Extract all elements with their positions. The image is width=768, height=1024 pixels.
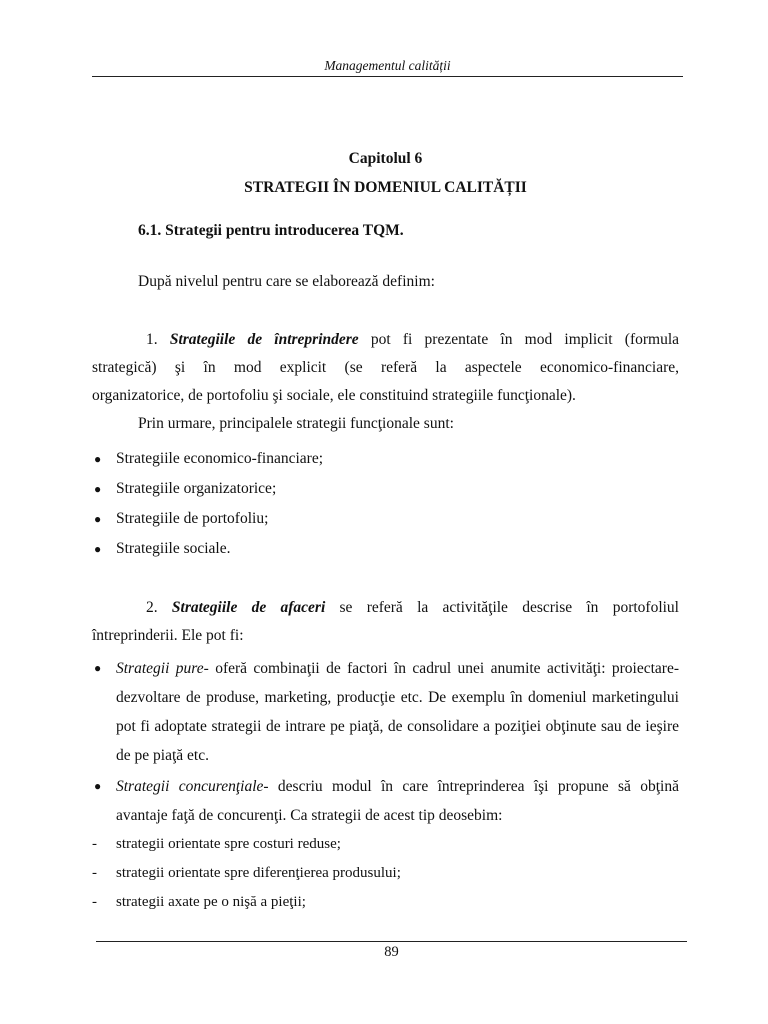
term-competitive-strategies: Strategii concurenţiale- <box>116 778 269 795</box>
list-item: ● Strategiile organizatorice; <box>92 474 679 504</box>
dash-marker: - <box>92 865 97 881</box>
bullet-icon: ● <box>94 661 102 675</box>
running-header: Managementul calității <box>324 58 451 73</box>
functional-strategies-list <box>92 444 679 564</box>
paragraph-enterprise-strategies <box>92 326 679 438</box>
paragraph-functional-intro: Prin urmare, principalele strategii funcţionale sunt: <box>138 415 454 432</box>
paragraph-line: întreprinderii. Ele pot fi: <box>92 627 244 644</box>
item-number: 1. <box>146 331 158 348</box>
bullet-icon: ● <box>94 542 102 556</box>
bullet-icon: ● <box>94 452 102 466</box>
dash-marker: - <box>92 894 97 910</box>
list-item <box>92 654 679 770</box>
term-enterprise-strategies: Strategiile de întreprindere <box>169 331 359 348</box>
intro-paragraph: După nivelul pentru care se elaborează definim: <box>138 273 435 290</box>
paragraph-line <box>92 326 679 354</box>
paragraph-text: se referă la activităţile descrise în portofoliul <box>339 599 679 616</box>
chapter-number: Capitolul 6 <box>348 150 423 167</box>
paragraph-business-strategies <box>92 594 679 650</box>
list-item: ● Strategiile sociale. <box>92 534 679 564</box>
list-item: ● Strategiile economico-financiare; <box>92 444 679 474</box>
bullet-icon: ● <box>94 482 102 496</box>
list-item-text: oferă combinaţii de factori în cadrul unei anumite activităţi: proiectare-dezvoltare de produse, marketing, producţie etc. De exemplu în domeniul marketingului pot fi adoptate strategii de intrare pe piaţă, de consolidare a poziţiei obţinute sau de ieşire de pe piaţă etc. <box>116 660 680 764</box>
list-item-text: descriu modul în care întreprinderea îşi propune să obţină avantaje faţă de concurenţi. Ca strategii de acest tip deosebim: <box>116 778 679 824</box>
bullet-icon: ● <box>94 512 102 526</box>
dash-marker: - <box>92 836 97 852</box>
paragraph-line <box>92 594 679 622</box>
header-divider <box>92 76 683 77</box>
footer-divider <box>96 941 687 942</box>
list-item: ● Strategiile de portofoliu; <box>92 504 679 534</box>
paragraph-line: strategică) şi în mod explicit (se referă la aspectele economico-financiare, <box>92 359 679 376</box>
section-heading: 6.1. Strategii pentru introducerea TQM. <box>138 222 404 239</box>
list-item: - strategii orientate spre diferenţierea produsului; <box>92 859 679 888</box>
item-number: 2. <box>146 599 158 616</box>
list-item: - strategii axate pe o nişă a pieţii; <box>92 888 679 917</box>
term-pure-strategies: Strategii pure- <box>116 660 209 677</box>
paragraph-line: organizatorice, de portofoliu şi sociale, ele constituind strategiile funcţionale). <box>92 387 576 404</box>
chapter-title: STRATEGII ÎN DOMENIUL CALITĂȚII <box>244 179 527 196</box>
list-item: - strategii orientate spre costuri reduse; <box>92 830 679 859</box>
paragraph-text: pot fi prezentate în mod implicit (formula <box>370 331 680 348</box>
business-strategies-list <box>92 654 679 917</box>
term-business-strategies: Strategiile de afaceri <box>171 599 326 616</box>
bullet-icon: ● <box>94 779 102 793</box>
list-item <box>92 772 679 830</box>
page-number: 89 <box>384 944 399 960</box>
